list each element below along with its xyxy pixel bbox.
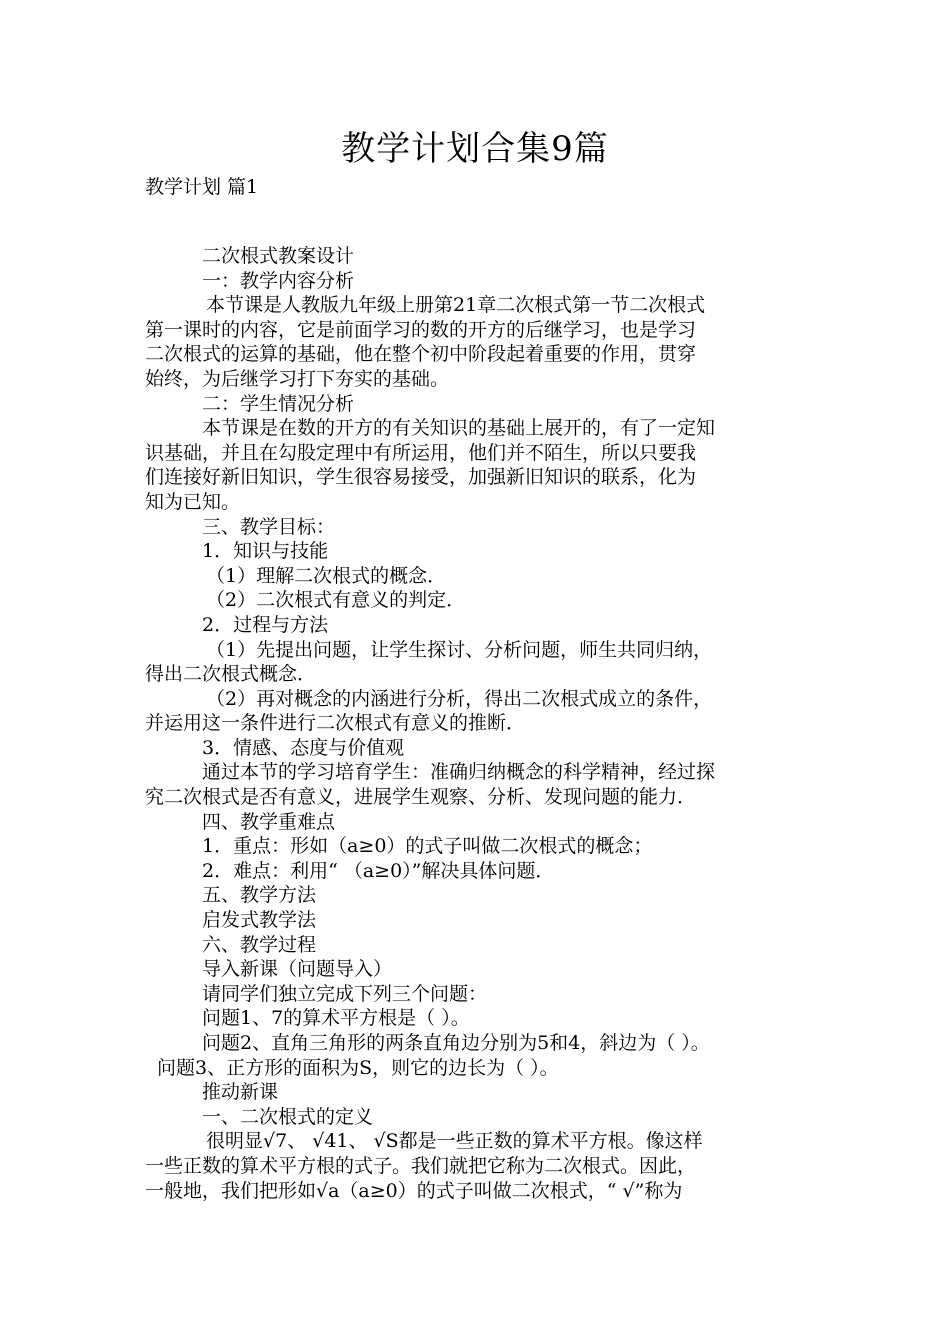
paragraph-line: 识基础，并且在勾股定理中有所运用，他们并不陌生，所以只要我 [145, 441, 697, 464]
paragraph-line: 请同学们独立完成下列三个问题： [202, 982, 488, 1005]
document-body [145, 244, 825, 1203]
paragraph-line: 导入新课（问题导入） [202, 958, 393, 981]
paragraph-line: 一些正数的算术平方根的式子。我们就把它称为二次根式。因此， [145, 1154, 697, 1177]
paragraph-line: （2）再对概念的内涵进行分析，得出二次根式成立的条件， [206, 687, 713, 710]
paragraph-line: 五、教学方法 [202, 884, 317, 907]
paragraph-line: 很明显√7、 √41、 √S都是一些正数的算术平方根。像这样 [206, 1130, 703, 1153]
paragraph-line: 问题3、正方形的面积为S，则它的边长为（ ）。 [157, 1056, 559, 1079]
paragraph-line: 一、二次根式的定义 [202, 1105, 374, 1128]
paragraph-line: 问题1、7的算术平方根是（ ）。 [202, 1007, 470, 1030]
paragraph-line: 始终，为后继学习打下夯实的基础。 [145, 367, 450, 390]
paragraph-line: 一：教学内容分析 [202, 269, 355, 292]
paragraph-line: 2．难点：利用“ （a≥0）”解决具体问题． [202, 859, 555, 882]
section-heading: 教学计划 篇1 [145, 176, 259, 198]
paragraph-line: 得出二次根式概念． [145, 663, 317, 686]
paragraph-line: 二次根式的运算的基础，他在整个初中阶段起着重要的作用，贯穿 [145, 343, 697, 366]
paragraph-line: 3．情感、态度与价值观 [202, 736, 405, 759]
paragraph-line: 四、教学重难点 [202, 810, 336, 833]
paragraph-line: 2．过程与方法 [202, 613, 329, 636]
paragraph-line: （1）理解二次根式的概念． [206, 564, 447, 587]
paragraph-line: 问题2、直角三角形的两条直角边分别为5和4，斜边为（ ）。 [202, 1032, 710, 1054]
paragraph-line: 们连接好新旧知识，学生很容易接受，加强新旧知识的联系，化为 [145, 466, 697, 489]
paragraph-line: 本节课是在数的开方的有关知识的基础上展开的，有了一定知 [202, 417, 716, 440]
paragraph-line: 启发式教学法 [202, 909, 317, 932]
paragraph-line: 第一课时的内容，它是前面学习的数的开方的后继学习，也是学习 [145, 318, 697, 341]
paragraph-line: 并运用这一条件进行二次根式有意义的推断． [145, 712, 526, 735]
paragraph-line: 1．知识与技能 [202, 540, 329, 563]
paragraph-line: 二次根式教案设计 [202, 245, 355, 267]
paragraph-line: 三、教学目标： [202, 515, 336, 538]
paragraph-line: 究二次根式是否有意义，进展学生观察、分析、发现问题的能力． [145, 786, 697, 809]
paragraph-line: （2）二次根式有意义的判定． [206, 589, 466, 612]
paragraph-line: （1）先提出问题，让学生探讨、分析问题，师生共同归纳， [206, 638, 713, 661]
paragraph-line: 推动新课 [202, 1081, 279, 1104]
paragraph-line: 本节课是人教版九年级上册第21章二次根式第一节二次根式 [206, 294, 706, 317]
paragraph-line: 六、教学过程 [202, 933, 317, 956]
paragraph-line: 通过本节的学习培育学生：准确归纳概念的科学精神，经过探 [202, 761, 716, 784]
paragraph-line: 1．重点：形如（a≥0）的式子叫做二次根式的概念； [202, 835, 653, 858]
document-title: 教学计划合集9篇 [341, 129, 609, 169]
paragraph-line: 一般地，我们把形如√a（a≥0）的式子叫做二次根式，“ √”称为 [145, 1179, 683, 1202]
paragraph-line: 知为已知。 [145, 490, 241, 513]
paragraph-line: 二：学生情况分析 [202, 392, 355, 415]
